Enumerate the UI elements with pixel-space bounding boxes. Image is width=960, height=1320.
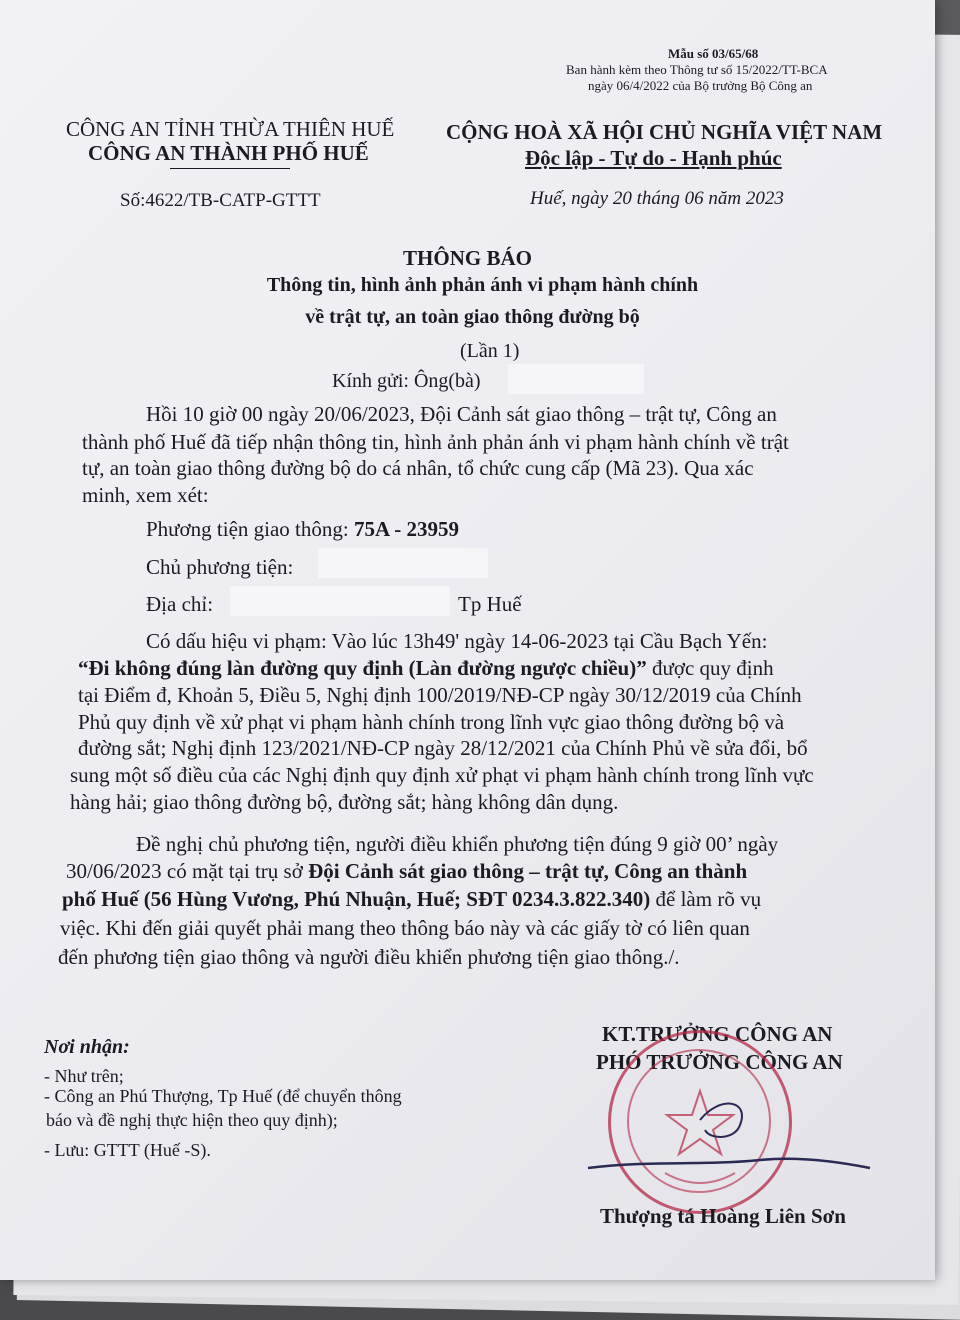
vehicle-label: Phương tiện giao thông: xyxy=(146,517,349,541)
official-seal xyxy=(608,1030,792,1214)
document-number: Số:4622/TB-CATP-GTTT xyxy=(120,190,321,211)
violation-line: Phủ quy định về xử phạt vi phạm hành chính trong lĩnh vực giao thông đường bộ và xyxy=(78,710,785,734)
agency-line1: CÔNG AN TỈNH THỪA THIÊN HUẾ xyxy=(66,117,395,141)
seal-emblem xyxy=(611,1033,789,1211)
request-line xyxy=(66,859,747,884)
request-text: để làm rõ vụ xyxy=(650,887,762,911)
address-city: Tp Huế xyxy=(458,592,522,616)
owner-label: Chủ phương tiện: xyxy=(146,555,294,579)
recipient-item: - Công an Phú Thượng, Tp Huế (để chuyển thông xyxy=(44,1086,402,1106)
request-line: việc. Khi đến giải quyết phải mang theo thông báo này và các giấy tờ có liên quan xyxy=(60,916,750,940)
police-unit: Đội Cảnh sát giao thông – trật tự, Công an thành xyxy=(308,859,748,883)
document-subtitle-2: về trật tự, an toàn giao thông đường bộ xyxy=(305,306,640,328)
violation-line: tại Điểm đ, Khoản 5, Điều 5, Nghị định 100/2019/NĐ-CP ngày 30/12/2019 của Chính xyxy=(78,683,802,707)
redacted-address xyxy=(230,586,450,616)
signature-title-2: PHÓ TRƯỞNG CÔNG AN xyxy=(596,1050,843,1074)
nation-motto: Độc lập - Tự do - Hạnh phúc xyxy=(525,146,782,170)
document-title: THÔNG BÁO xyxy=(403,246,532,270)
violation-line: sung một số điều của các Nghị định quy định xử phạt vi phạm hành chính trong lĩnh vực xyxy=(70,763,814,787)
divider xyxy=(170,168,290,169)
address-label: Địa chỉ: xyxy=(146,592,214,616)
violation-line: Có dấu hiệu vi phạm: Vào lúc 13h49' ngày 14-06-2023 tại Cầu Bạch Yến: xyxy=(146,629,768,653)
form-number: Mẫu số 03/65/68 xyxy=(668,46,759,61)
violation-line xyxy=(78,656,774,681)
recipients-title: Nơi nhận: xyxy=(44,1036,130,1058)
recipient-item: - Lưu: GTTT (Huế -S). xyxy=(44,1140,211,1160)
intro-line: Hồi 10 giờ 00 ngày 20/06/2023, Đội Cảnh sát giao thông – trật tự, Công an xyxy=(146,402,777,426)
agency-line2: CÔNG AN THÀNH PHỐ HUẾ xyxy=(88,141,369,165)
police-address: phố Huế (56 Hùng Vương, Phú Nhuận, Huế; SĐT 0234.3.822.340) xyxy=(62,887,651,911)
recipient-item: - Như trên; xyxy=(44,1066,124,1086)
violation-line: hàng hải; giao thông đường bộ, đường sắt; hàng không dân dụng. xyxy=(70,790,619,814)
vehicle-row xyxy=(146,517,459,542)
intro-line: tự, an toàn giao thông đường bộ do cá nhân, tổ chức cung cấp (Mã 23). Qua xác xyxy=(82,456,754,480)
request-line xyxy=(62,887,761,912)
document-subtitle-1: Thông tin, hình ảnh phản ánh vi phạm hành chính xyxy=(266,274,699,296)
intro-line: thành phố Huế đã tiếp nhận thông tin, hình ảnh phản ánh vi phạm hành chính về trật xyxy=(82,430,789,454)
recipient-item: báo và đề nghị thực hiện theo quy định); xyxy=(46,1110,338,1130)
request-line: Đề nghị chủ phương tiện, người điều khiển phương tiện đúng 9 giờ 00’ ngày xyxy=(136,832,779,856)
issued-with-line1: Ban hành kèm theo Thông tư số 15/2022/TT-BCA xyxy=(566,62,828,77)
signer-name: Thượng tá Hoàng Liên Sơn xyxy=(600,1204,846,1228)
issued-with-line2: ngày 06/4/2022 của Bộ trưởng Bộ Công an xyxy=(588,78,813,93)
redacted-owner xyxy=(318,548,488,578)
violation-text: được quy định xyxy=(646,656,774,680)
license-plate: 75A - 23959 xyxy=(353,517,459,541)
attempt-number: (Lần 1) xyxy=(460,340,520,362)
signature-title-1: KT.TRƯỞNG CÔNG AN xyxy=(602,1022,833,1046)
greeting: Kính gửi: Ông(bà) xyxy=(332,370,481,392)
violation-description: “Đi không đúng làn đường quy định (Làn đường ngược chiều)” xyxy=(78,656,647,680)
redacted-recipient xyxy=(508,364,644,394)
intro-line: minh, xem xét: xyxy=(82,483,209,507)
request-line: đến phương tiện giao thông và người điều khiển phương tiện giao thông./. xyxy=(58,945,680,969)
nation-title: CỘNG HOÀ XÃ HỘI CHỦ NGHĨA VIỆT NAM xyxy=(446,120,883,144)
document-date: Huế, ngày 20 tháng 06 năm 2023 xyxy=(530,188,784,209)
request-text: 30/06/2023 có mặt tại trụ sở xyxy=(66,859,309,883)
violation-line: đường sắt; Nghị định 123/2021/NĐ-CP ngày 28/12/2021 của Chính Phủ về sửa đổi, bổ xyxy=(78,736,808,760)
